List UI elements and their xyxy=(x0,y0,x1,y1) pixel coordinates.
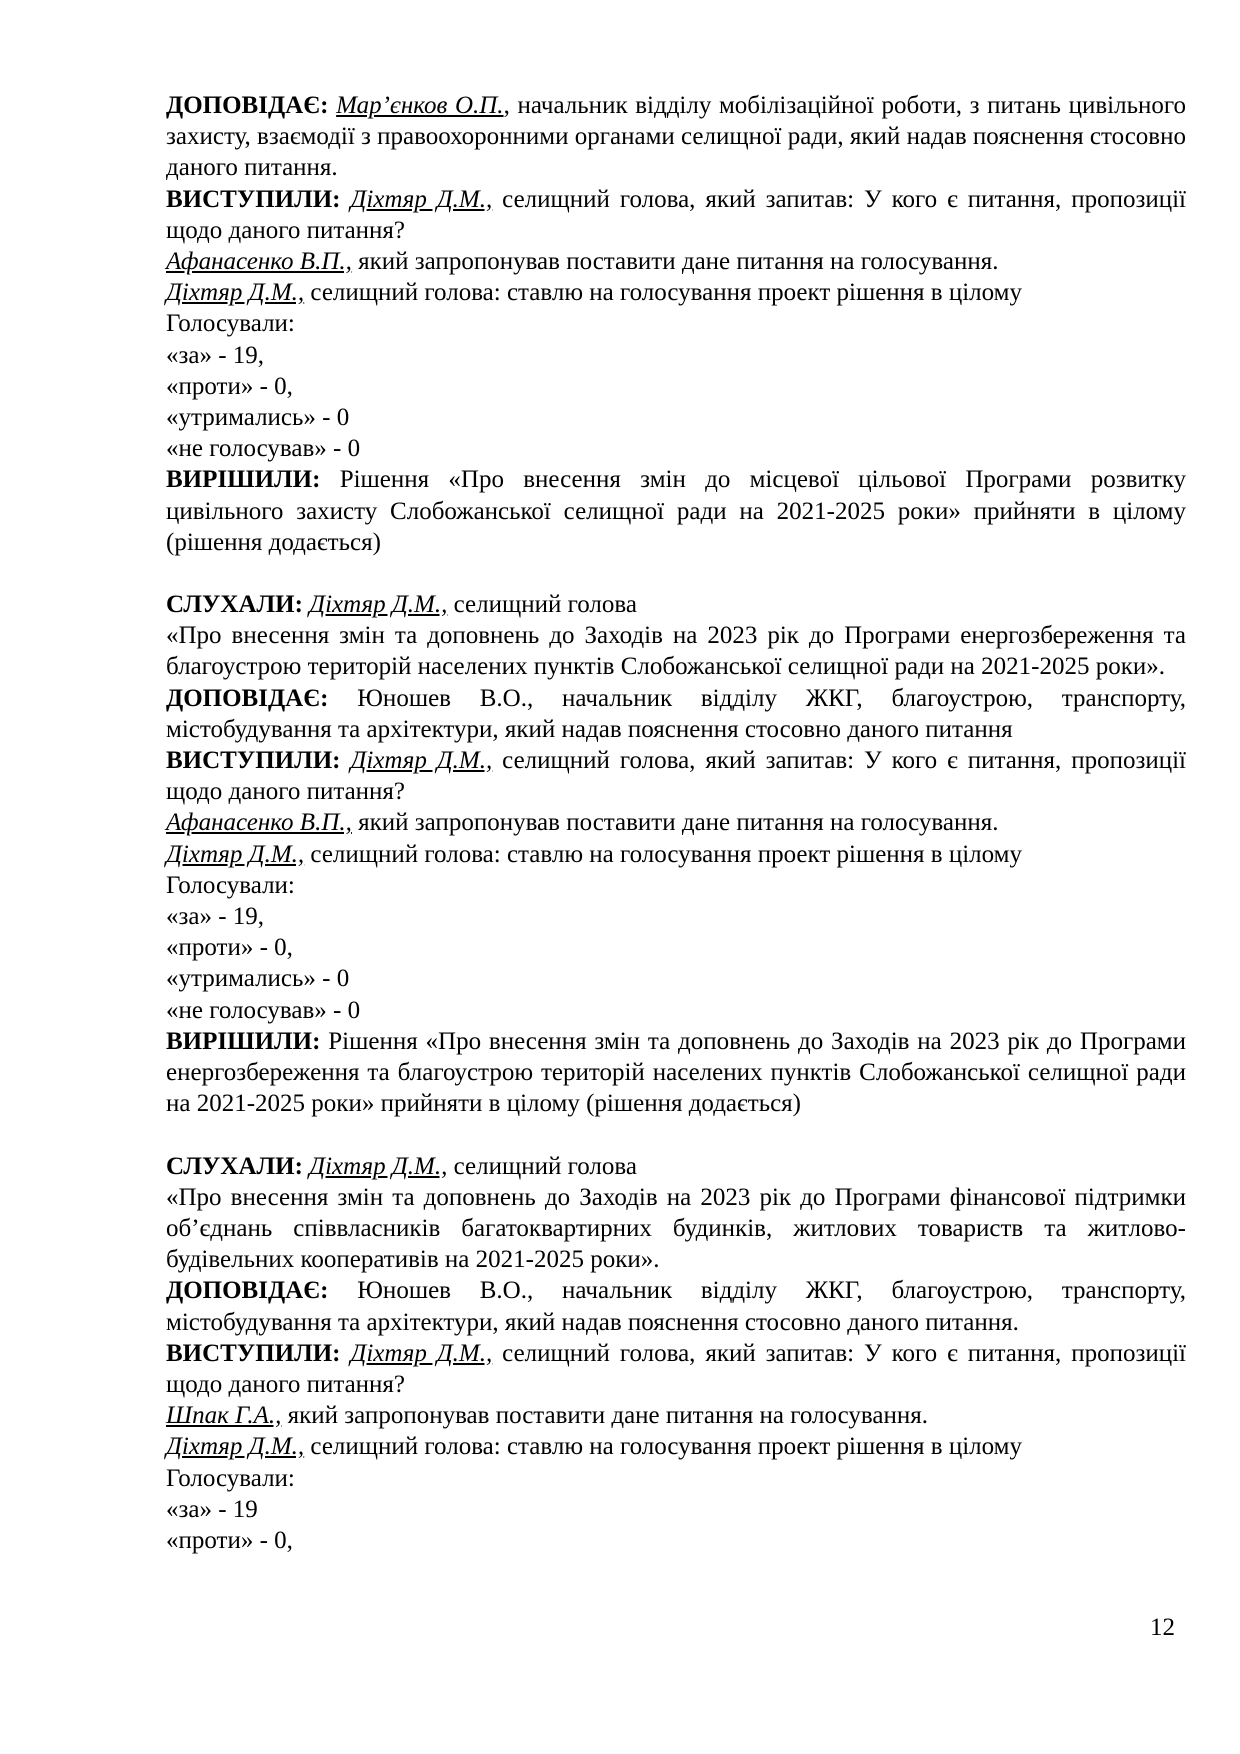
speeches-paragraph xyxy=(166,745,1186,807)
proposal-paragraph xyxy=(166,807,1186,838)
votes-heading: Голосували: xyxy=(166,871,295,899)
report-paragraph xyxy=(166,1275,1186,1337)
speaker-name: Діхтяр Д.М., xyxy=(350,185,493,213)
paragraph-text: Юношев В.О., начальник відділу ЖКГ, благоустрою, транспорту, містобудування та архітектури, який надав пояснення стосовно даного питання xyxy=(166,684,1186,743)
paragraph-text: селищний голова, який запитав: У кого є питання, пропозиції щодо даного питання? xyxy=(166,747,1186,806)
keyword-decided: ВИРІШИЛИ: xyxy=(166,466,321,494)
keyword-heard: СЛУХАЛИ: xyxy=(166,1152,303,1180)
paragraph-text: який запропонував поставити дане питання на голосування. xyxy=(351,809,999,837)
paragraph-text: селищний голова, який запитав: У кого є питання, пропозиції щодо даного питання? xyxy=(166,1339,1186,1398)
votes-against: «проти» - 0, xyxy=(166,372,293,400)
paragraph-text: Рішення «Про внесення змін та доповнень до Заходів на 2023 рік до Програми енергозбереження та благоустрою територій населених пунктів Слобожанської селищної ради на 2021-2025 роки» прийняти в цілому (рішення додається) xyxy=(166,1027,1186,1118)
speaker-name: Діхтяр Д.М., xyxy=(350,1339,493,1367)
proposal-paragraph xyxy=(166,246,1186,277)
agenda-topic: «Про внесення змін та доповнень до Заходів на 2023 рік до Програми фінансової підтримки об’єднань співвласників багатоквартирних будинків, житлових товариств та житлово-будівельних кооперативів на 2021-2025 роки». xyxy=(166,1183,1186,1274)
keyword-spoke: ВИСТУПИЛИ: xyxy=(166,1339,341,1367)
vote-call-paragraph xyxy=(166,1431,1186,1462)
keyword-spoke: ВИСТУПИЛИ: xyxy=(166,185,341,213)
report-paragraph xyxy=(166,90,1186,184)
speaker-name: Діхтяр Д.М., xyxy=(309,591,448,619)
votes-for: «за» - 19 xyxy=(166,1495,258,1523)
heard-paragraph xyxy=(166,1151,1186,1182)
paragraph-text: селищний голова: ставлю на голосування проект рішення в цілому xyxy=(304,840,1022,868)
paragraph-text: Юношев В.О., начальник відділу ЖКГ, благоустрою, транспорту, містобудування та архітектури, який надав пояснення стосовно даного питання. xyxy=(166,1277,1186,1336)
paragraph-text: селищний голова: ставлю на голосування проект рішення в цілому xyxy=(304,279,1022,307)
paragraph-text: який запропонував поставити дане питання на голосування. xyxy=(351,248,999,276)
vote-call-paragraph xyxy=(166,277,1186,308)
votes-abstained: «утримались» - 0 xyxy=(166,965,350,993)
speaker-name: Шпак Г.А., xyxy=(166,1402,282,1430)
heard-paragraph xyxy=(166,589,1186,620)
section-gap xyxy=(166,1120,1186,1151)
votes-heading: Голосували: xyxy=(166,310,295,338)
keyword-decided: ВИРІШИЛИ: xyxy=(166,1027,321,1055)
report-paragraph xyxy=(166,683,1186,745)
votes-against: «проти» - 0, xyxy=(166,934,293,962)
paragraph-text: , начальник відділу мобілізаційної роботи, з питань цивільного захисту, взаємодії з правоохоронними органами селищної ради, який надав пояснення стосовно даного питання. xyxy=(166,92,1186,182)
paragraph-text: селищний голова, який запитав: У кого є питання, пропозиції щодо даного питання? xyxy=(166,185,1186,244)
paragraph-text: Рішення «Про внесення змін до місцевої цільової Програми розвитку цивільного захисту Слобожанської селищної ради на 2021-2025 роки» прийняти в цілому (рішення додається) xyxy=(166,466,1186,556)
keyword-reports: ДОПОВІДАЄ: xyxy=(166,1277,329,1305)
section-gap xyxy=(166,558,1186,589)
votes-abstained: «утримались» - 0 xyxy=(166,404,350,432)
votes-not-voted: «не голосував» - 0 xyxy=(166,996,361,1024)
votes-against: «проти» - 0, xyxy=(166,1526,293,1554)
keyword-heard: СЛУХАЛИ: xyxy=(166,591,303,619)
decision-paragraph xyxy=(166,464,1186,558)
page-number: 12 xyxy=(1150,1614,1175,1641)
votes-for: «за» - 19, xyxy=(166,341,265,369)
speaker-name: Діхтяр Д.М., xyxy=(166,279,305,307)
agenda-topic: «Про внесення змін та доповнень до Заходів на 2023 рік до Програми енергозбереження та благоустрою територій населених пунктів Слобожанської селищної ради на 2021-2025 роки». xyxy=(166,622,1186,681)
speeches-paragraph xyxy=(166,184,1186,246)
votes-not-voted: «не голосував» - 0 xyxy=(166,435,361,463)
paragraph-text: селищний голова xyxy=(447,591,637,619)
speaker-name: Мар’єнков О.П. xyxy=(336,92,504,119)
decision-paragraph xyxy=(166,1026,1186,1120)
speaker-name: Діхтяр Д.М., xyxy=(309,1152,448,1180)
speaker-name: Афанасенко В.П., xyxy=(166,809,352,837)
votes-heading: Голосували: xyxy=(166,1464,295,1492)
proposal-paragraph xyxy=(166,1400,1186,1431)
paragraph-text: селищний голова: ставлю на голосування проект рішення в цілому xyxy=(304,1433,1022,1461)
paragraph-text: селищний голова xyxy=(447,1152,637,1180)
speeches-paragraph xyxy=(166,1338,1186,1400)
vote-call-paragraph xyxy=(166,839,1186,870)
protocol-page xyxy=(166,90,1186,1556)
keyword-spoke: ВИСТУПИЛИ: xyxy=(166,747,341,775)
votes-for: «за» - 19, xyxy=(166,903,265,931)
keyword-reports: ДОПОВІДАЄ: xyxy=(166,684,329,712)
paragraph-text: який запропонував поставити дане питання на голосування. xyxy=(281,1402,928,1430)
speaker-name: Афанасенко В.П., xyxy=(166,248,352,276)
speaker-name: Діхтяр Д.М., xyxy=(166,1433,305,1461)
speaker-name: Діхтяр Д.М., xyxy=(350,747,493,775)
keyword-reports: ДОПОВІДАЄ: xyxy=(166,92,329,119)
speaker-name: Діхтяр Д.М., xyxy=(166,840,305,868)
